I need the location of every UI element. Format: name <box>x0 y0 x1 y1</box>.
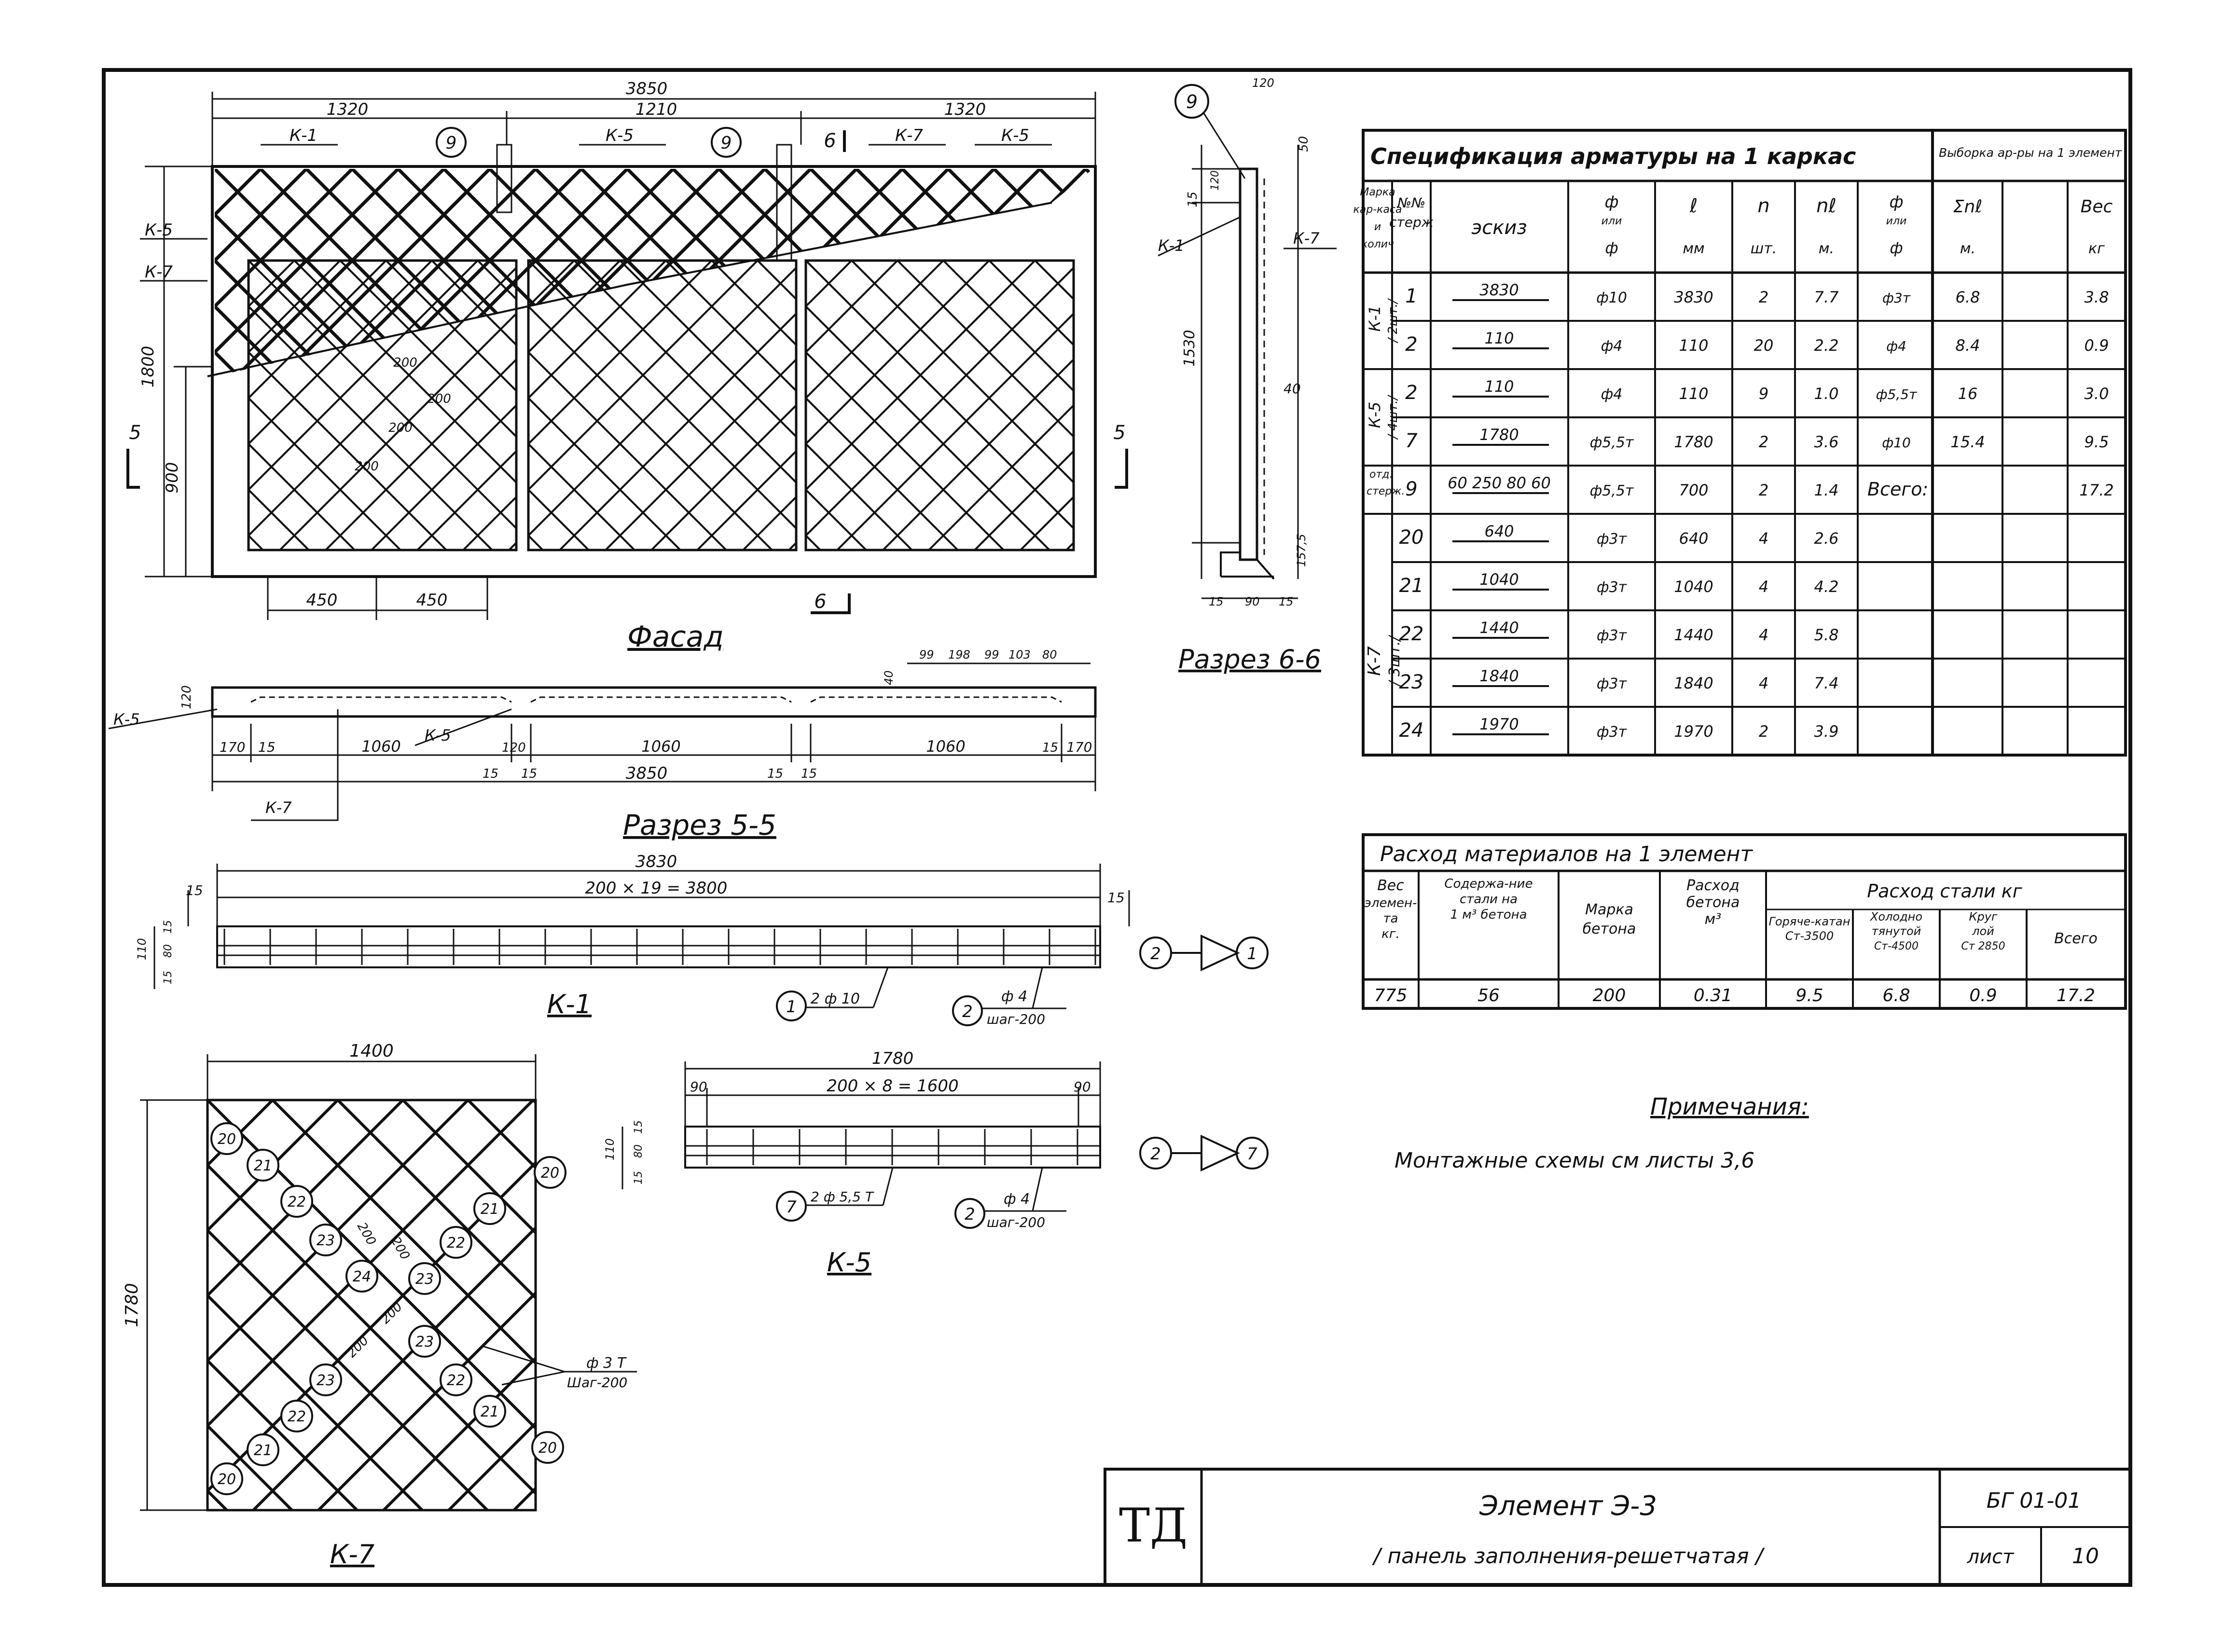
spec-row-len: 700 <box>1679 481 1709 499</box>
stamp-sheet-label: лист <box>1967 1546 2014 1568</box>
spec-row-nl: 4.2 <box>1814 578 1839 596</box>
section55-dim-1060-a: 1060 <box>361 737 401 756</box>
section55-top-198: 198 <box>948 648 970 661</box>
spec-row-n: 9 <box>1758 385 1769 403</box>
k5-side-110: 110 <box>603 1138 617 1160</box>
spec-row-no: 7 <box>1405 430 1418 452</box>
spec-row-len: 110 <box>1679 336 1709 355</box>
materials-value: 9.5 <box>1795 986 1823 1005</box>
materials-h-hot-b: Ст-3500 <box>1785 929 1834 943</box>
k1-callout-2-step: шаг-200 <box>987 1011 1046 1027</box>
notes-title: Примечания: <box>1650 1093 1809 1120</box>
k7-rebar: ф 3 Т <box>586 1355 626 1372</box>
materials-h-cold-b: тянутой <box>1871 924 1921 938</box>
k5-side-80: 80 <box>633 1144 645 1158</box>
stamp-code: БГ 01-01 <box>1986 1488 2082 1513</box>
k5-side-15-a: 15 <box>633 1120 645 1134</box>
materials-h-weight-c: та <box>1383 911 1398 926</box>
spec-row-sketch: 640 <box>1484 522 1514 540</box>
spec-row-len: 1440 <box>1674 626 1713 644</box>
spec-title: Спецификация арматуры на 1 каркас <box>1370 143 1856 169</box>
spec-row-n: 4 <box>1758 529 1769 548</box>
spec-header-dia-c: ф <box>1605 239 1618 257</box>
spec-header-mark: колич <box>1361 238 1395 250</box>
k5-side-15-b: 15 <box>633 1171 645 1184</box>
spec-header-dia-b: или <box>1601 215 1622 227</box>
section55-dim-170-right: 170 <box>1066 739 1092 755</box>
spec-row-len: 1840 <box>1674 674 1713 692</box>
spec-header-sample-dia: ф <box>1889 193 1904 212</box>
k1-dim-step: 200 × 19 = 3800 <box>585 879 728 898</box>
spec-header-len-unit: мм <box>1683 240 1705 257</box>
facade-callout-k5-right: К-5 <box>1001 126 1030 145</box>
materials-h-grade-b: бетона <box>1582 921 1636 937</box>
spec-row-n: 4 <box>1758 674 1769 692</box>
materials-value: 56 <box>1477 986 1500 1005</box>
spec-group-k5-qty: / 4шт./ <box>1386 396 1400 439</box>
k1-side-110: 110 <box>135 938 149 960</box>
spec-group-k1: К-1 <box>1366 305 1384 332</box>
facade-title: Фасад <box>627 620 724 654</box>
spec-total-label: Всего: <box>1867 479 1929 500</box>
section66-dim-157: 157,5 <box>1295 534 1308 567</box>
section55-dim-15-a: 15 <box>258 739 276 755</box>
spec-row-no: 21 <box>1399 575 1424 597</box>
k5-title: К-5 <box>827 1247 872 1278</box>
spec-row-dia: ф5,5т <box>1589 482 1634 499</box>
section55-dim-120: 120 <box>179 685 194 709</box>
section55-dim-1060-b: 1060 <box>641 737 681 756</box>
section66-dim-50: 50 <box>1297 136 1311 152</box>
facade-section-mark-bottom: 6 <box>814 591 827 613</box>
spec-group-k5: К-5 <box>1366 401 1384 428</box>
spec-sample-sum: 8.4 <box>1955 336 1980 355</box>
stamp-sheet-no: 10 <box>2072 1544 2099 1569</box>
k7-mark-left: 20 <box>217 1131 236 1148</box>
materials-h-content: Содержа-ние <box>1444 877 1533 891</box>
facade-callout-k7-left: К-7 <box>145 262 173 282</box>
section66-dim-15-b: 15 <box>1209 595 1224 608</box>
facade-inner-dim-1: 200 <box>393 356 417 370</box>
section66-dim-90: 90 <box>1245 595 1260 608</box>
spec-row-len: 1040 <box>1674 578 1713 596</box>
section55-dim-3850: 3850 <box>625 764 668 783</box>
section55-callout-k5-mid: К-5 <box>425 726 451 744</box>
spec-row-n: 20 <box>1754 336 1774 355</box>
spec-row-dia: ф3т <box>1596 579 1627 596</box>
k1-callout-2: 2 <box>962 1002 973 1021</box>
section66-dim-15-c: 15 <box>1279 595 1294 608</box>
materials-h-weight-d: кг. <box>1381 927 1400 941</box>
spec-row-sketch: 110 <box>1484 377 1514 396</box>
k7-mark-right: 21 <box>480 1404 499 1420</box>
materials-h-round-b: лой <box>1972 924 1994 938</box>
spec-sample-sum: 6.8 <box>1955 288 1980 306</box>
materials-h-content-c: 1 м³ бетона <box>1450 908 1527 922</box>
section66-title: Разрез 6-6 <box>1178 644 1321 675</box>
spec-row-sketch: 1440 <box>1479 619 1519 637</box>
spec-row-no: 24 <box>1399 719 1424 742</box>
stamp-logo: ТД <box>1118 1499 1188 1553</box>
k7-mark-left: 21 <box>253 1442 273 1459</box>
section55-top-80: 80 <box>1042 648 1057 661</box>
spec-row-nl: 3.6 <box>1814 433 1839 451</box>
k5-callout-7-text: 2 ф 5,5 Т <box>811 1189 874 1205</box>
spec-header-sum: Σnℓ <box>1953 197 1983 217</box>
spec-row-no: 2 <box>1405 382 1418 404</box>
k5-dim-step: 200 × 8 = 1600 <box>827 1076 959 1096</box>
materials-value: 200 <box>1592 986 1626 1005</box>
materials-value: 17.2 <box>2056 986 2096 1005</box>
k7-mark-left: 22 <box>287 1408 306 1425</box>
spec-sample-weight: 9.5 <box>2084 433 2109 451</box>
spec-header-no: стерж <box>1389 214 1434 230</box>
k7-inner-2: 200 <box>387 1234 413 1263</box>
stamp-subtitle: / панель заполнения-решетчатая / <box>1373 1544 1763 1569</box>
facade-dim-total: 3850 <box>625 79 668 98</box>
k7-title: К-7 <box>330 1539 375 1569</box>
spec-row-len: 1780 <box>1674 433 1713 451</box>
spec-sample-dia: ф10 <box>1882 435 1911 451</box>
k7-dim-left: 1780 <box>122 1283 142 1327</box>
spec-group-k7: К-7 <box>1365 646 1384 676</box>
spec-sample-weight: 3.8 <box>2084 288 2109 306</box>
spec-header-n: n <box>1757 195 1770 217</box>
spec-row-dia: ф4 <box>1601 338 1623 355</box>
k7-mark-left: 23 <box>316 1232 335 1249</box>
spec-row-dia: ф3т <box>1596 627 1627 644</box>
facade-callout-k5-top: К-5 <box>606 126 634 145</box>
spec-header-n-unit: шт. <box>1750 240 1777 257</box>
section55-dim-170-left: 170 <box>220 739 246 755</box>
materials-value: 6.8 <box>1882 986 1910 1005</box>
spec-header-mark: кар-каса <box>1353 204 1402 216</box>
spec-row-len: 640 <box>1679 529 1709 548</box>
spec-row-sketch: 60 250 80 60 <box>1448 474 1551 492</box>
spec-row-no: 2 <box>1405 333 1418 356</box>
spec-header-weight-unit: кг <box>2088 240 2105 257</box>
spec-row-n: 2 <box>1758 722 1769 741</box>
section55-callout-k5-left: К-5 <box>113 710 140 729</box>
k1-dim-total: 3830 <box>635 852 677 871</box>
facade-dim-half: 900 <box>163 462 182 494</box>
k7-mark-right: 21 <box>480 1201 499 1218</box>
spec-sample-weight: 3.0 <box>2084 385 2109 403</box>
k1-callout-1: 1 <box>786 997 797 1017</box>
section66-callout-k1: К-1 <box>1158 236 1185 255</box>
k1-weld-a: 2 <box>1150 944 1161 964</box>
spec-sample-sum: 15.4 <box>1950 433 1985 451</box>
spec-row-no: 9 <box>1405 478 1418 500</box>
spec-header-sum-unit: м. <box>1960 240 1976 257</box>
k7-mark-right: 20 <box>538 1440 557 1457</box>
materials-value: 0.31 <box>1693 986 1733 1005</box>
spec-row-nl: 1.4 <box>1814 481 1839 499</box>
k7-mark-left: 20 <box>217 1471 236 1488</box>
k7-mark-left: 22 <box>287 1194 306 1211</box>
spec-row-no: 23 <box>1399 671 1424 693</box>
spec-row-no: 22 <box>1399 623 1424 645</box>
facade-callout-k7-top: К-7 <box>895 126 924 145</box>
k7-mark-left: 23 <box>316 1372 335 1389</box>
facade-node-9-a: 9 <box>445 133 457 153</box>
spec-row-n: 4 <box>1758 626 1769 644</box>
spec-row-dia: ф3т <box>1596 724 1627 741</box>
k1-dim-15-left: 15 <box>186 882 203 898</box>
spec-header-nl: nℓ <box>1816 195 1836 217</box>
materials-h-weight-b: элемен- <box>1364 896 1417 910</box>
materials-h-total: Всего <box>2054 930 2098 947</box>
k5-callout-2-step: шаг-200 <box>987 1214 1046 1230</box>
facade-inner-dim-2: 200 <box>427 392 451 406</box>
k5-callout-2-text: ф 4 <box>1004 1191 1030 1208</box>
spec-group-sep: отд. <box>1369 468 1393 481</box>
section55-dim-120-mid: 120 <box>502 741 526 755</box>
spec-row-dia: ф3т <box>1596 675 1627 692</box>
spec-row-dia: ф5,5т <box>1589 434 1634 451</box>
section55-dim-15-d: 15 <box>767 767 784 781</box>
facade-dim-bottom-1: 450 <box>306 591 338 610</box>
section55-dim-15-f: 15 <box>1042 741 1059 755</box>
k7-mark-right: 22 <box>446 1372 466 1389</box>
spec-total-value: 17.2 <box>2079 481 2114 499</box>
materials-h-concrete-c: м³ <box>1704 911 1722 928</box>
k1-dim-15-right: 15 <box>1107 890 1125 906</box>
notes-text: Монтажные схемы см листы 3,6 <box>1395 1148 1755 1173</box>
k7-mark-right: 20 <box>540 1165 560 1182</box>
spec-header-sketch: эскиз <box>1471 217 1527 239</box>
section66-dim-40: 40 <box>1284 381 1301 397</box>
spec-header-nl-unit: м. <box>1818 240 1835 257</box>
section66-node-9: 9 <box>1186 91 1198 112</box>
facade-dim-height: 1800 <box>138 345 158 388</box>
spec-row-sketch: 110 <box>1484 329 1514 347</box>
materials-value: 775 <box>1374 986 1408 1005</box>
spec-header-len: ℓ <box>1689 195 1698 217</box>
section66-dim-1530: 1530 <box>1181 330 1198 367</box>
k7-mark-left: 24 <box>352 1268 372 1285</box>
spec-row-n: 2 <box>1758 288 1769 306</box>
spec-row-n: 2 <box>1758 433 1769 451</box>
facade-node-9-b: 9 <box>720 133 732 153</box>
spec-row-sketch: 1970 <box>1479 715 1519 733</box>
section66-dim-120: 120 <box>1209 170 1221 191</box>
section55-top-99-b: 99 <box>984 648 999 661</box>
spec-header-dia: ф <box>1604 193 1619 212</box>
spec-sample-dia: ф4 <box>1886 338 1906 354</box>
facade-dim-left: 1320 <box>326 100 369 119</box>
materials-h-content-b: стали на <box>1459 892 1518 907</box>
spec-row-nl: 2.6 <box>1814 529 1839 548</box>
spec-row-nl: 2.2 <box>1814 336 1839 355</box>
facade-section-mark-right: 5 <box>1113 422 1126 444</box>
spec-row-nl: 3.9 <box>1814 722 1839 741</box>
section55-top-103: 103 <box>1008 648 1031 661</box>
materials-h-hot: Горяче-катан <box>1768 915 1850 928</box>
section55-top-99-a: 99 <box>919 648 934 661</box>
spec-group-k1-qty: / 2шт./ <box>1386 299 1400 343</box>
k7-mark-right: 22 <box>446 1235 466 1252</box>
facade-dim-mid: 1210 <box>635 100 677 119</box>
k5-callout-7: 7 <box>786 1198 797 1217</box>
spec-row-nl: 7.7 <box>1814 288 1839 306</box>
spec-row-n: 4 <box>1758 578 1769 596</box>
section55-dim-15-c: 15 <box>521 767 538 781</box>
k1-weld-b: 1 <box>1247 944 1257 964</box>
materials-h-cold-c: Ст-4500 <box>1874 940 1919 952</box>
facade-inner-dim-3: 200 <box>388 421 413 435</box>
materials-h-round-c: Ст 2850 <box>1961 940 2005 952</box>
k5-dim-90-right: 90 <box>1074 1079 1091 1095</box>
section66-dim-15: 15 <box>1186 191 1200 207</box>
k1-side-15-a: 15 <box>162 920 174 934</box>
stamp-title: Элемент Э-3 <box>1479 1490 1657 1522</box>
k1-title: К-1 <box>547 989 592 1019</box>
section55-dim-15-b: 15 <box>483 767 499 781</box>
spec-row-dia: ф4 <box>1601 386 1623 403</box>
materials-h-concrete: Расход <box>1686 877 1740 894</box>
materials-title: Расход материалов на 1 элемент <box>1380 842 1753 867</box>
k7-rebar-step: Шаг-200 <box>567 1375 628 1390</box>
spec-row-nl: 7.4 <box>1814 674 1839 692</box>
section55-callout-k7: К-7 <box>265 798 292 817</box>
materials-h-steel: Расход стали кг <box>1867 881 2022 902</box>
k5-callout-2: 2 <box>965 1205 975 1224</box>
k7-inner-4: 200 <box>344 1333 372 1361</box>
facade-dim-right: 1320 <box>944 100 986 119</box>
facade-dim-bottom-2: 450 <box>416 591 448 610</box>
facade-section-mark-top: 6 <box>824 130 836 152</box>
spec-row-dia: ф10 <box>1596 289 1627 306</box>
spec-row-n: 2 <box>1758 481 1769 499</box>
materials-h-grade: Марка <box>1585 901 1633 918</box>
facade-inner-dim-4: 200 <box>355 459 379 474</box>
spec-sample-dia: ф5,5т <box>1876 386 1917 402</box>
k1-side-15-b: 15 <box>162 971 174 984</box>
k1-callout-1-text: 2 ф 10 <box>811 991 860 1007</box>
spec-row-no: 1 <box>1405 285 1418 307</box>
spec-row-sketch: 1040 <box>1479 570 1519 589</box>
spec-header-weight: Вес <box>2080 197 2113 217</box>
k1-callout-2-text: ф 4 <box>1001 988 1028 1005</box>
materials-h-weight: Вес <box>1377 877 1404 894</box>
spec-row-nl: 5.8 <box>1814 626 1839 644</box>
spec-row-len: 3830 <box>1674 288 1713 306</box>
spec-row-sketch: 1840 <box>1479 667 1519 685</box>
section66-callout-k7: К-7 <box>1293 229 1320 248</box>
facade-section-mark-left: 5 <box>129 422 141 444</box>
spec-row-sketch: 3830 <box>1479 281 1519 299</box>
materials-h-concrete-b: бетона <box>1686 894 1740 911</box>
spec-row-sketch: 1780 <box>1479 426 1519 444</box>
spec-header-mark: и <box>1374 221 1381 233</box>
section55-title: Разрез 5-5 <box>623 809 776 841</box>
section55-dim-15-e: 15 <box>801 767 817 781</box>
section55-dim-1060-c: 1060 <box>926 737 966 756</box>
k7-inner-3: 200 <box>378 1299 406 1327</box>
facade-callout-k1: К-1 <box>290 126 318 145</box>
k7-mark-right: 23 <box>415 1334 434 1350</box>
spec-row-len: 1970 <box>1674 722 1713 741</box>
k5-weld-a: 2 <box>1150 1144 1161 1164</box>
spec-group-sep-b: стерж. <box>1367 485 1405 497</box>
k5-dim-total: 1780 <box>871 1049 914 1068</box>
spec-sample-sum: 16 <box>1958 385 1978 403</box>
spec-group-k7-qty: / 3шт./ <box>1386 636 1403 686</box>
materials-h-round: Круг <box>1969 910 1998 923</box>
spec-sample-weight: 0.9 <box>2084 336 2109 355</box>
materials-h-cold: Холодно <box>1870 910 1923 923</box>
spec-row-nl: 1.0 <box>1814 385 1839 403</box>
spec-row-no: 20 <box>1399 526 1424 549</box>
k7-dim-top: 1400 <box>349 1041 394 1061</box>
spec-sample-dia: ф3т <box>1882 290 1911 306</box>
k7-mark-right: 23 <box>415 1271 434 1288</box>
spec-sample-title: Выборка ар-ры на 1 элемент <box>1939 146 2122 160</box>
spec-header-mark: Марка <box>1360 186 1395 198</box>
k7-mark-left: 21 <box>253 1157 273 1174</box>
k5-weld-b: 7 <box>1247 1144 1257 1164</box>
k5-dim-90-left: 90 <box>690 1079 707 1095</box>
k1-side-80: 80 <box>162 944 174 958</box>
section66-dim-120-top: 120 <box>1252 76 1274 90</box>
spec-row-dia: ф3т <box>1596 531 1627 548</box>
k7-inner-1: 200 <box>354 1220 379 1248</box>
section55-dim-40: 40 <box>882 670 896 685</box>
facade-callout-k5-left: К-5 <box>145 220 173 240</box>
spec-header-sample-dia-c: ф <box>1890 239 1903 257</box>
spec-header-no: №№ <box>1397 195 1426 211</box>
materials-value: 0.9 <box>1969 986 1997 1005</box>
spec-row-len: 110 <box>1679 385 1709 403</box>
spec-header-sample-dia-b: или <box>1886 215 1907 227</box>
